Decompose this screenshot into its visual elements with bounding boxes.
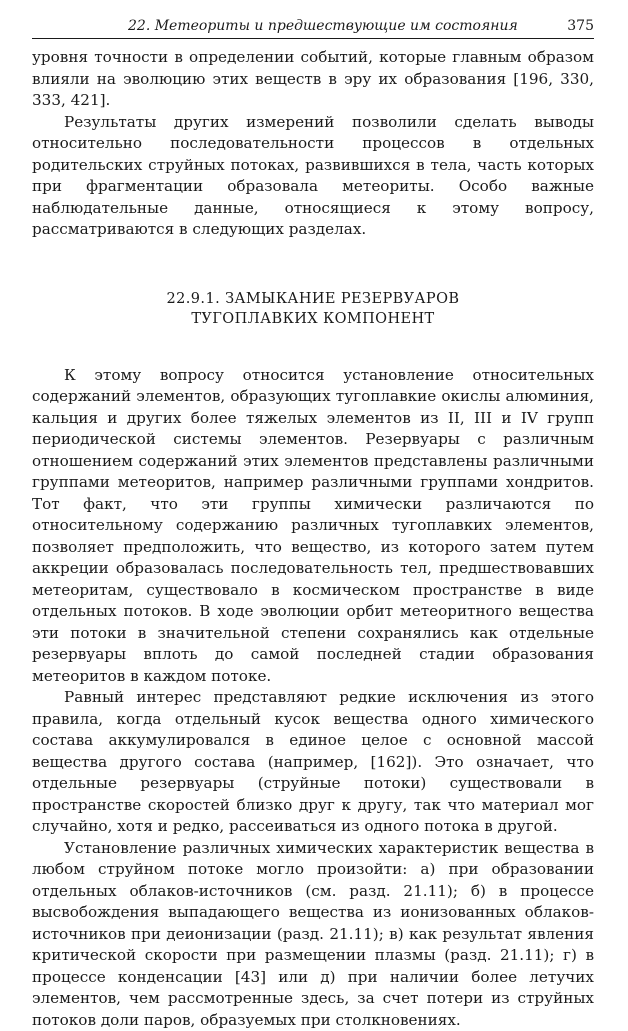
section-heading-line-1: 22.9.1. ЗАМЫКАНИЕ РЕЗЕРВУАРОВ xyxy=(32,289,594,309)
running-head xyxy=(32,18,594,39)
book-page xyxy=(32,18,594,1031)
paragraph: К этому вопросу относится установление относительных содержаний элементов, образующих тугоплавкие окислы алюминия, кальция и других более тяжелых элементов из II, III и IV групп периодической системы элементов. Резервуары с различным отношением содержаний этих элементов представлены различными группами метеоритов, например различными группами хондритов. Тот факт, что эти группы химически различаются по относительному содержанию различных тугоплавких элементов, позволяет предположить, что вещество, из которого затем путем аккреции образовалась последовательность тел, предшествовавших метеоритам, существовало в космическом пространстве в виде отдельных потоков. В ходе эволюции орбит метеоритного вещества эти потоки в значительной степени сохранялись как отдельные резервуары вплоть до самой последней стадии образования метеоритов в каждом потоке. xyxy=(32,365,594,688)
paragraph: Результаты других измерений позволили сделать выводы относительно последовательности процессов в отдельных родительских струйных потоках, развившихся в тела, часть которых при фрагментации образовала метеориты. Особо важные наблюдательные данные, относящиеся к этому вопросу, рассматриваются в следующих разделах. xyxy=(32,112,594,241)
body-text-top xyxy=(32,47,594,241)
paragraph: Равный интерес представляют редкие исключения из этого правила, когда отдельный кусок вещества одного химического состава аккумулировался в единое целое с основной массой вещества другого состава (например, [162]). Это означает, что отдельные резервуары (струйные потоки) существовали в пространстве скоростей близко друг к другу, так что материал мог случайно, хотя и редко, рассеиваться из одного потока в другой. xyxy=(32,687,594,838)
page-number: 375 xyxy=(567,18,594,34)
running-head-title: 22. Метеориты и предшествующие им состояния xyxy=(128,18,518,34)
section-heading xyxy=(32,289,594,329)
paragraph: Установление различных химических характеристик вещества в любом струйном потоке могло произойти: а) при образовании отдельных облаков-источников (см. разд. 21.11); б) в процессе высвобождения выпадающего вещества из ионизованных облаков-источников при деионизации (разд. 21.11); в) как результат явления критической скорости при размещении плазмы (разд. 21.11); г) в процессе конденсации [43] или д) при наличии более летучих элементов, чем рассмотренные здесь, за счет потери из струйных потоков доли паров, образуемых при столкновениях. xyxy=(32,838,594,1031)
section-heading-line-2: ТУГОПЛАВКИХ КОМПОНЕНТ xyxy=(32,309,594,329)
paragraph-continued: уровня точности в определении событий, которые главным образом влияли на эволюцию этих веществ в эру их образования [196, 330, 333, 421]. xyxy=(32,47,594,112)
body-text-bottom xyxy=(32,365,594,1031)
